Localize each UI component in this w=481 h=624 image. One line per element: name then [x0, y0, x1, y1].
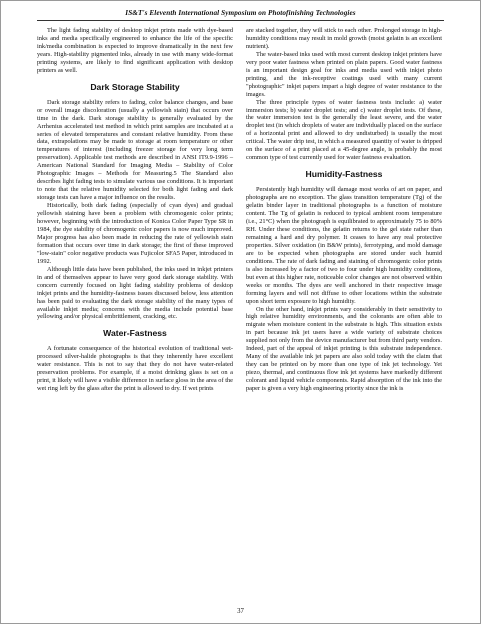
water-fastness-continuation: are stacked together, they will stick to each other. Prolonged storage in high-humidity conditions may result in mold growth (moist gelatin is an excellent nutrient).	[246, 27, 442, 50]
water-fastness-paragraph-1: A fortunate consequence of the historical evolution of traditional wet-processed silver-halide photographs is that they inherently have excellent water resistance. This is not to say that they do not have water-related preservation problems. For example, if a moist drinking glass is set on a print, it likely will have a visible difference in surface gloss in the area of the wet ring left by the glass after the print is allowed to dry. If wet prints	[37, 345, 233, 393]
humidity-fastness-paragraph-2: On the other hand, inkjet prints vary considerably in their sensitivity to high relative humidity environments, and the colorants are often able to migrate when moisture content in the substrate is high. This situation exists in part because ink jet users have a wide variety of substrate choices supplied not only from the device manufacturer but from third party vendors. Indeed, part of the appeal of inkjet printing is this substrate independence. Many of the available ink jet papers are also sold today with the claim that they can be printed on by more than one type of ink jet technology. Yet piezo, thermal, and continuous flow ink jet systems have markedly different colorant and liquid vehicle components. Rapid absorption of the ink into the paper is given a very high engineering priority since the ink is	[246, 305, 442, 393]
page-number: 37	[237, 608, 244, 615]
water-fastness-paragraph-2: The water-based inks used with most current desktop inkjet printers have very poor water fastness when printed on plain papers. Good water fastness is an important design goal for inks and media used with inkjet photo printing, and the ink-receptive coatings used with many current "photographic" inkjet papers impart a high degree of water resistance to the images.	[246, 50, 442, 98]
intro-paragraph: The light fading stability of desktop inkjet prints made with dye-based inks and media specifically engineered to enhance the life of the specific ink/media combination is expected to improve dramatically in the next few years. High-stability pigmented inks, already in use with many wide-format printing systems, are likely to find significant application with desktop printers as well.	[37, 27, 233, 74]
right-column	[246, 27, 442, 393]
dark-storage-paragraph-2: Historically, both dark fading (especially of cyan dyes) and gradual yellowish staining have been a problem with chromogenic color prints; however, beginning with the introduction of Konica Color Paper Type SR in 1984, the dye stability of chromogenic color papers is now much improved. Major progress has also been made in reducing the rate of yellowish stain formation that occurs over time in dark storage; the first of these improved "low-stain" color negative products was Fujicolor SFA5 Paper, introduced in 1992.	[37, 202, 233, 265]
section-heading-humidity-fastness: Humidity-Fastness	[305, 169, 383, 180]
water-fastness-paragraph-3: The three principle types of water fastness tests include: a) water immersion tests; b) water droplet tests; and c) water droplet tests. Of these, the water immersion test is the generally the least severe, and the water droplet test (in which droplets of water are individually placed on the surface of a horizontal print and allowed to dry undisturbed) is usually the most critical. The water drip test, in which a measured quantity of water is dripped on the surface of a print placed at a 45-degree angle, is probably the most common type of test currently used for water fastness evaluation.	[246, 98, 442, 162]
left-column	[37, 27, 233, 393]
header-rule	[37, 20, 444, 21]
section-heading-water-fastness: Water-Fastness	[103, 328, 167, 339]
running-header: IS&T's Eleventh International Symposium on Photofinishing Technologies	[125, 9, 356, 17]
dark-storage-paragraph-3: Although little data have been published, the inks used in inkjet printers in and of themselves appear to have very good dark storage stability. With concern currently focused on light fading stability problems of desktop inkjet prints and the humidity-fastness issues discussed below, less attention has been paid to evaluating the dark storage stability of the many types of available inkjet media; concerns with the media include potential base yellowing and/or physical embrittlement, cracking, etc.	[37, 265, 233, 321]
humidity-fastness-paragraph-1: Persistently high humidity will damage most works of art on paper, and photographs are no exception. The glass transition temperature (Tg) of the gelatin binder layer in traditional photographs is a function of moisture content. The Tg of gelatin is reduced to typical ambient room temperature (i.e., 21°C) when the photograph is equilibrated to approximately 75 to 80% RH. Under these conditions, the gelatin returns to the gel state rather than remaining a hard and dry polymer. It ceases to have any real protective properties. Silver oxidation (in B&W prints), ferrotyping, and mold damage are to be expected when photographs are stored under such humid conditions. The rate of dark fading and staining of chromogenic color prints is also increased by a factor of two to four under high humidity conditions, but even at this higher rate, noticeable color changes are not observed within weeks or months. The dyes are well anchored in their respective image forming layers and will not diffuse to other locations within the substrate upon short term exposure to high humidity.	[246, 186, 442, 305]
dark-storage-paragraph-1: Dark storage stability refers to fading, color balance changes, and base or overall image discoloration (usually a yellowish stain) that occurs over time in the dark. Dark storage stability is generally evaluated by the Arrhenius accelerated test method in which print samples are incubated at a series of elevated temperatures and constant relative humidity. From these data, extrapolations may be made to storage at room temperature or other temperatures of interest (including freezer storage for very long term preservation). Applicable test methods are described in ANSI IT9.9-1996 – American National Standard for Imaging Media – Stability of Color Photographic Images – Methods for Measuring.5 The Standard also describes light fading tests to simulate various use conditions. It is important to note that the relative humidity selected for both light fading and dark storage tests can have a major influence on the results.	[37, 98, 233, 202]
section-heading-dark-storage: Dark Storage Stability	[90, 81, 180, 92]
